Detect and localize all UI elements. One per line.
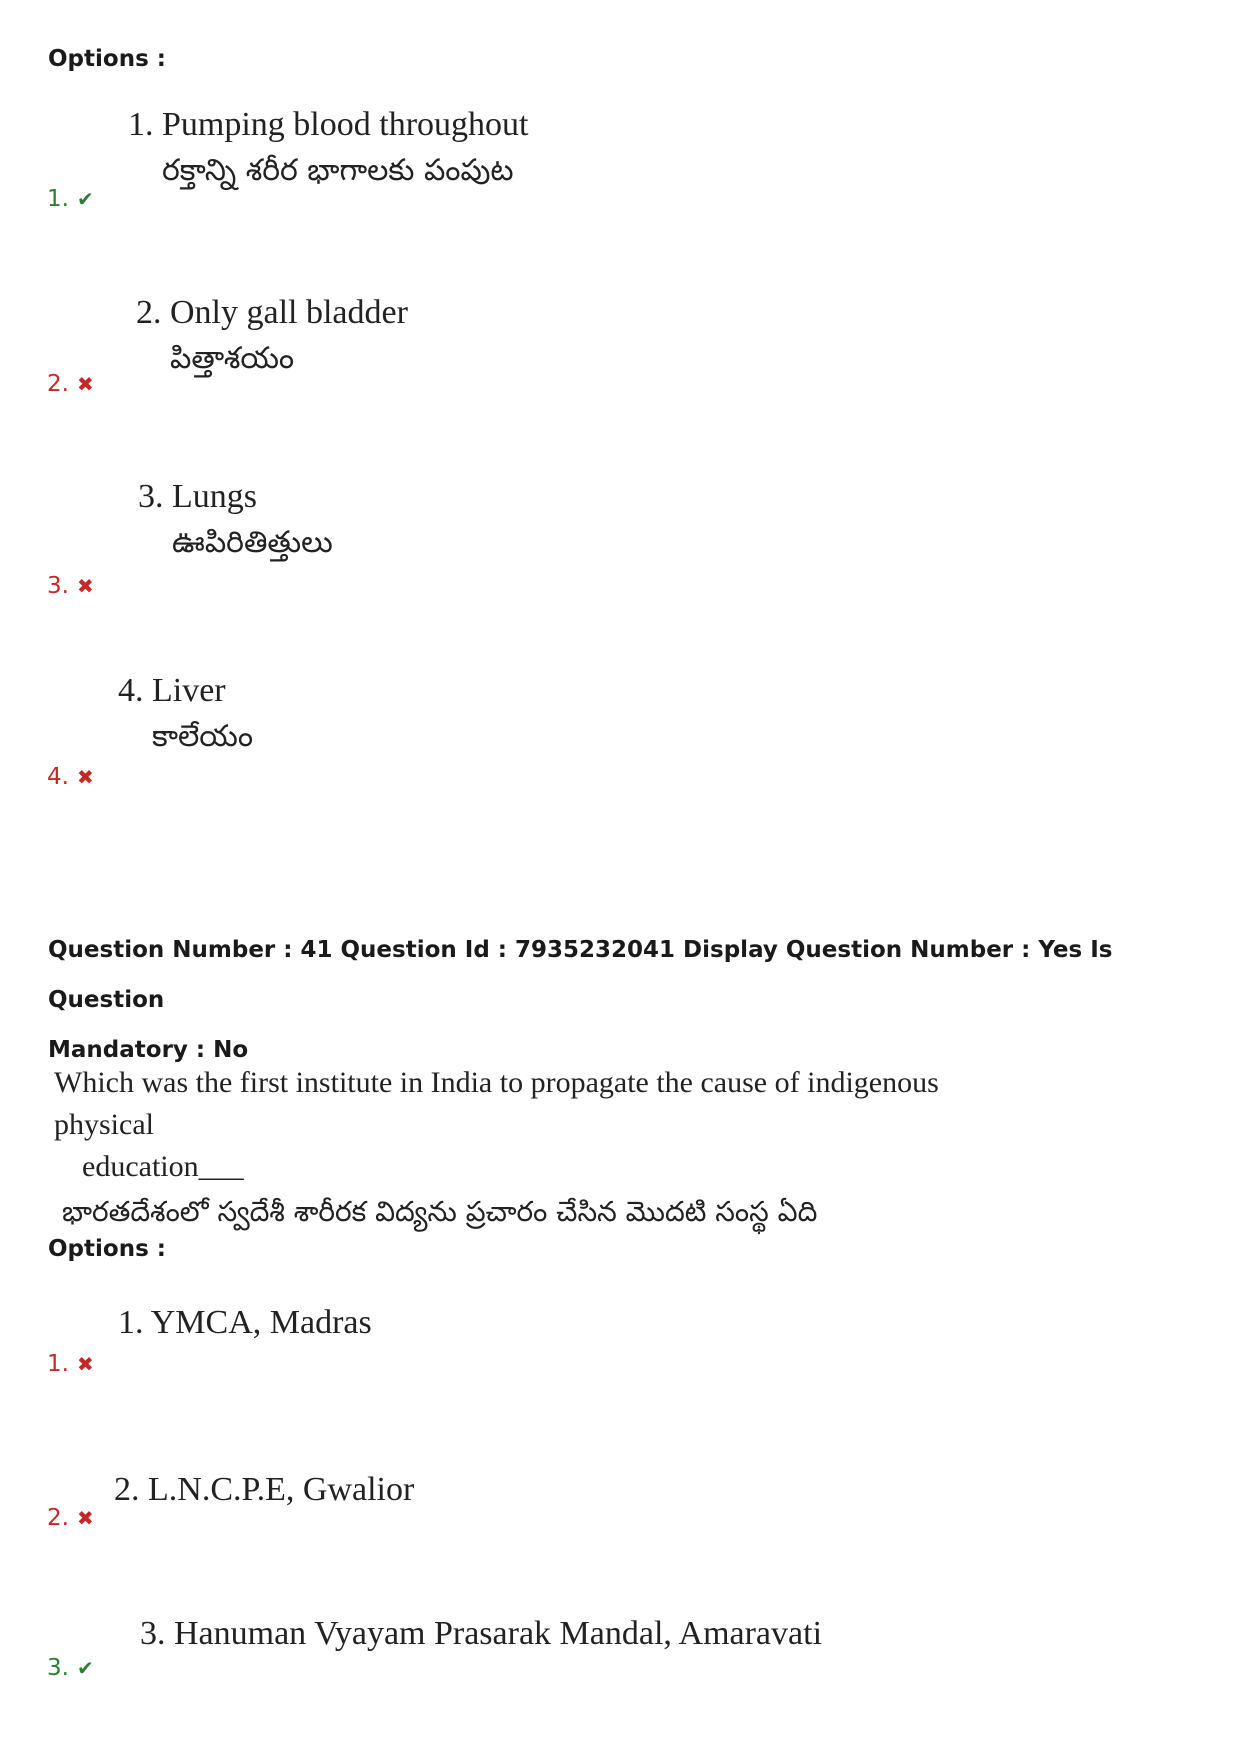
cross-icon: ✖ (76, 574, 94, 598)
question-meta-line: Mandatory : No (48, 1037, 249, 1063)
option-text-block (140, 1611, 822, 1657)
option-english-text: 4. Liver (118, 672, 226, 709)
option-marker (47, 573, 94, 599)
option-number: 2. (47, 371, 69, 397)
option-number: 3. (47, 573, 69, 599)
question-meta-line: Question Number : 41 Question Id : 7935232041 Display Question Number : Yes Is Question (48, 937, 1113, 1013)
question-telugu-line: భారతదేశంలో స్వదేశీ శారీరక విద్యను ప్రచారం చేసిన మొదటి సంస్థ ఏది (62, 1195, 818, 1228)
option-text-block (138, 474, 333, 566)
option-telugu-text: కాలేయం (152, 719, 254, 754)
option-english-text: 3. Lungs (138, 478, 257, 515)
option-marker (47, 1505, 94, 1531)
option-text-block (118, 1300, 372, 1346)
option-marker (47, 1655, 94, 1681)
cross-icon: ✖ (76, 1506, 94, 1530)
options-heading: Options : (48, 1236, 166, 1262)
option-number: 3. (47, 1655, 69, 1681)
option-english-text: 3. Hanuman Vyayam Prasarak Mandal, Amaravati (140, 1615, 823, 1652)
option-number: 1. (47, 186, 69, 212)
cross-icon: ✖ (76, 1352, 94, 1376)
option-telugu-text: ఊపిరితిత్తులు (172, 525, 333, 560)
option-number: 2. (47, 1505, 69, 1531)
option-english-text: 2. L.N.C.P.E, Gwalior (114, 1471, 415, 1508)
option-number: 1. (47, 1351, 69, 1377)
cross-icon: ✖ (76, 372, 94, 396)
option-text-block (128, 102, 528, 194)
option-marker (47, 186, 94, 212)
option-text-block (114, 1467, 414, 1513)
option-text-block (118, 668, 253, 760)
option-english-text: 1. YMCA, Madras (118, 1304, 372, 1341)
check-icon: ✔ (76, 187, 94, 211)
options-heading: Options : (48, 46, 166, 72)
cross-icon: ✖ (76, 765, 94, 789)
option-text-block (136, 290, 408, 382)
question-meta (48, 925, 1198, 1075)
question-text (54, 1062, 954, 1236)
question-english-line: Which was the first institute in India to propagate the cause of indigenous physical (54, 1066, 939, 1141)
option-marker (47, 371, 94, 397)
option-telugu-text: రక్తాన్ని శరీర భాగాలకు పంపుట (162, 153, 514, 188)
option-english-text: 1. Pumping blood throughout (128, 106, 529, 143)
option-marker (47, 1351, 94, 1377)
option-marker (47, 764, 94, 790)
option-number: 4. (47, 764, 69, 790)
option-telugu-text: పిత్తాశయం (170, 341, 295, 376)
option-english-text: 2. Only gall bladder (136, 294, 408, 331)
check-icon: ✔ (76, 1656, 94, 1680)
question-english-line: education___ (82, 1150, 244, 1183)
